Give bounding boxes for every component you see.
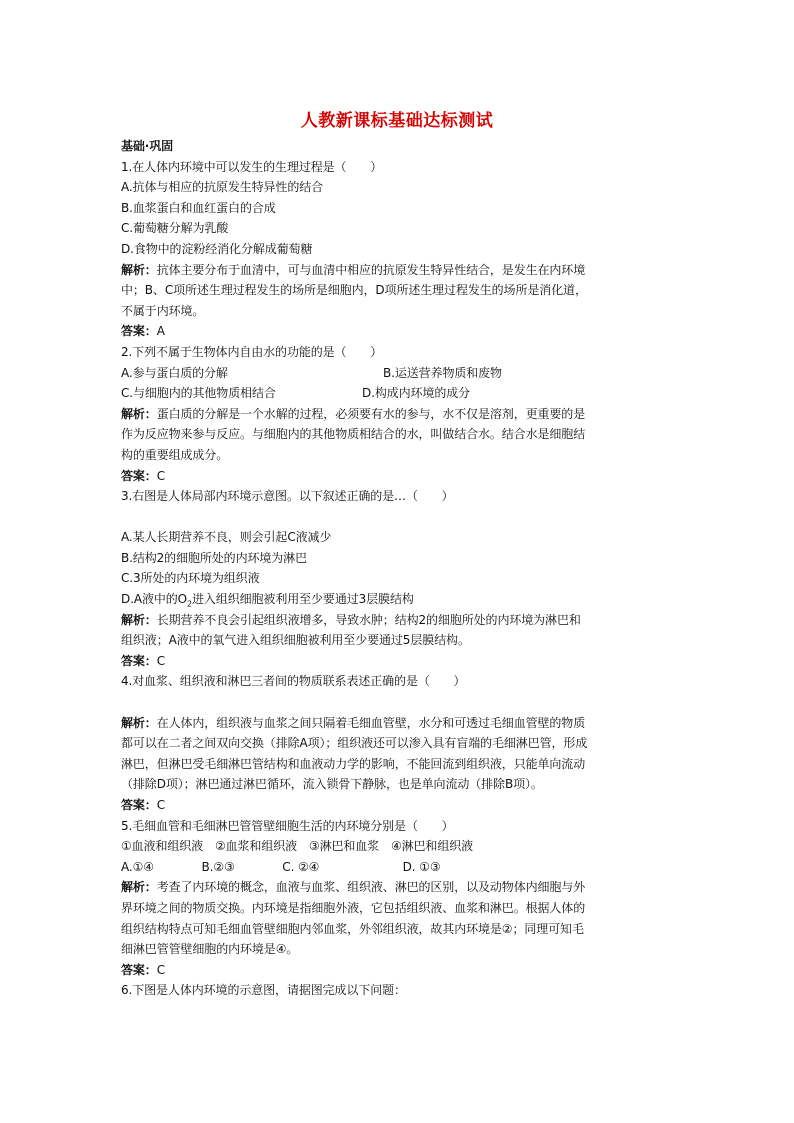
analysis-line: 都可以在二者之间双向交换（排除A项）；组织液还可以渗入具有盲端的毛细淋巴管，形成 xyxy=(121,736,588,751)
analysis-line: 组织液；A液中的氧气进入组织细胞被利用至少要通过5层膜结构。 xyxy=(121,633,470,648)
question-2 xyxy=(121,342,677,486)
analysis-line: 组织结构特点可知毛细血管壁细胞内邻血浆，外邻组织液，故其内环境是②；同理可知毛 xyxy=(121,921,584,936)
answer-label: 答案： xyxy=(121,324,157,339)
analysis-label: 解析： xyxy=(121,262,157,277)
answer-line xyxy=(121,466,677,487)
option-a: A.某人长期营养不良，则会引起C液减少 xyxy=(121,530,332,545)
answer-value: C xyxy=(156,653,165,668)
question-stem: 5.毛细血管和毛细淋巴管管壁细胞生活的内环境分别是（ ） xyxy=(121,818,454,833)
analysis-label: 解析： xyxy=(121,612,157,627)
answer-value: C xyxy=(156,468,165,483)
analysis-line: 构的重要组成成分。 xyxy=(121,447,229,462)
question-stem: 4.对血浆、组织液和淋巴三者间的物质联系表述正确的是（ ） xyxy=(121,674,466,689)
choice-options: A.①④ B.②③ C. ②④ D. ①③ xyxy=(121,859,441,874)
analysis-line: 不属于内环境。 xyxy=(121,303,205,318)
question-4 xyxy=(121,671,677,815)
option-row xyxy=(121,383,677,404)
analysis-line xyxy=(121,877,677,898)
analysis-line: 淋巴，但淋巴受毛细淋巴管结构和血液动力学的影响，不能回流到组织液，只能单向流动 xyxy=(121,756,586,771)
analysis-line: （排除D项）；淋巴通过淋巴循环，流入锁骨下静脉，也是单向流动（排除B项）。 xyxy=(121,777,543,792)
answer-label: 答案： xyxy=(121,962,157,977)
option-b: B.结构2的细胞所处的内环境为淋巴 xyxy=(121,550,307,565)
analysis-text: 考查了内环境的概念，血液与血浆、组织液、淋巴的区别，以及动物体内细胞与外 xyxy=(156,880,586,895)
section-heading: 基础·巩固 xyxy=(121,139,174,153)
option-c: C.与细胞内的其他物质相结合 xyxy=(121,386,276,401)
analysis-label: 解析： xyxy=(121,406,157,421)
analysis-line: 细淋巴管管壁细胞的内环境是④。 xyxy=(121,942,299,957)
page-title: 人教新课标基础达标测试 xyxy=(300,111,494,131)
analysis-line xyxy=(121,260,677,281)
figure-space xyxy=(121,692,677,713)
option-row xyxy=(121,363,677,384)
question-1 xyxy=(121,157,677,342)
numbered-options: ①血液和组织液 ②血浆和组织液 ③淋巴和血浆 ④淋巴和组织液 xyxy=(121,839,474,854)
option-d xyxy=(121,589,677,610)
answer-label: 答案： xyxy=(121,653,157,668)
answer-line xyxy=(121,321,677,342)
document-body xyxy=(121,136,677,1001)
question-stem: 3.右图是人体局部内环境示意图。以下叙述正确的是…（ ） xyxy=(121,489,454,504)
analysis-line: 界环境之间的物质交换。内环境是指细胞外液，它包括组织液、血浆和淋巴。根据人体的 xyxy=(121,900,586,915)
option-a: A.抗体与相应的抗原发生特异性的结合 xyxy=(121,180,324,195)
analysis-text: 蛋白质的分解是一个水解的过程，必须要有水的参与，水不仅是溶剂，更重要的是 xyxy=(156,406,586,421)
question-6 xyxy=(121,980,677,1001)
analysis-label: 解析： xyxy=(121,715,157,730)
subscript: 2 xyxy=(187,599,193,609)
answer-line xyxy=(121,795,677,816)
analysis-line xyxy=(121,713,677,734)
analysis-line: 作为反应物来参与反应。与细胞内的其他物质相结合的水，叫做结合水。结合水是细胞结 xyxy=(121,427,586,442)
question-stem: 2.下列不属于生物体内自由水的功能的是（ ） xyxy=(121,344,383,359)
option-c: C.葡萄糖分解为乳酸 xyxy=(121,221,229,236)
option-b: B.运送营养物质和废物 xyxy=(383,365,502,380)
analysis-line: 中；B、C项所述生理过程发生的场所是细胞内，D项所述生理过程发生的场所是消化道， xyxy=(121,283,587,298)
answer-line xyxy=(121,960,677,981)
analysis-label: 解析： xyxy=(121,880,157,895)
analysis-text: 长期营养不良会引起组织液增多，导致水肿；结构2的细胞所处的内环境为淋巴和 xyxy=(156,612,581,627)
option-d: D.构成内环境的成分 xyxy=(362,386,471,401)
analysis-text: 在人体内，组织液与血浆之间只隔着毛细血管壁，水分和可透过毛细血管壁的物质 xyxy=(156,715,586,730)
answer-value: C xyxy=(156,798,165,812)
answer-label: 答案： xyxy=(121,468,157,483)
answer-value: A xyxy=(156,324,165,339)
answer-line xyxy=(121,651,677,672)
figure-space xyxy=(121,507,677,528)
option-a: A.参与蛋白质的分解 xyxy=(121,365,228,380)
option-b: B.血浆蛋白和血红蛋白的合成 xyxy=(121,200,276,215)
analysis-line xyxy=(121,404,677,425)
question-5 xyxy=(121,816,677,981)
answer-label: 答案： xyxy=(121,798,157,812)
analysis-line xyxy=(121,610,677,631)
question-stem: 6.下图是人体内环境的示意图，请据图完成以下问题： xyxy=(121,983,406,998)
option-d-text-end: 进入组织细胞被利用至少要通过3层膜结构 xyxy=(192,592,414,607)
option-c: C.3所处的内环境为组织液 xyxy=(121,571,260,586)
analysis-text: 抗体主要分布于血清中，可与血清中相应的抗原发生特异性结合，是发生在内环境 xyxy=(156,262,586,277)
option-d-text: D.A液中的O xyxy=(121,592,188,607)
option-d: D.食物中的淀粉经消化分解成葡萄糖 xyxy=(121,241,313,256)
question-3 xyxy=(121,486,677,671)
question-stem: 1.在人体内环境中可以发生的生理过程是（ ） xyxy=(121,159,383,174)
answer-value: C xyxy=(156,962,165,977)
